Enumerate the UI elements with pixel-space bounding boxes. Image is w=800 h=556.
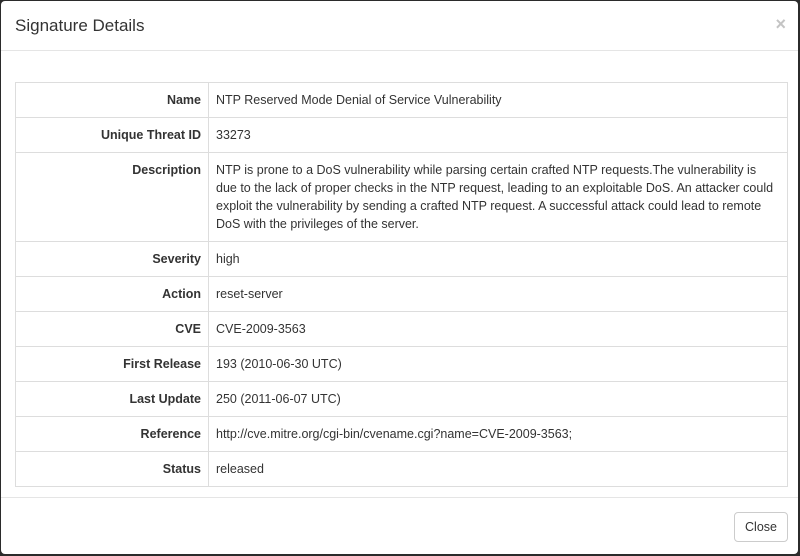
table-row	[16, 347, 788, 382]
row-value: http://cve.mitre.org/cgi-bin/cvename.cgi?name=CVE-2009-3563;	[209, 417, 788, 452]
row-value: CVE-2009-3563	[209, 312, 788, 347]
row-value: 250 (2011-06-07 UTC)	[209, 382, 788, 417]
row-value: NTP Reserved Mode Denial of Service Vulnerability	[209, 83, 788, 118]
row-label: First Release	[16, 347, 209, 382]
row-label: Severity	[16, 242, 209, 277]
table-row	[16, 242, 788, 277]
modal-title: Signature Details	[15, 16, 145, 35]
row-label: Name	[16, 83, 209, 118]
row-label: Status	[16, 452, 209, 487]
table-row	[16, 452, 788, 487]
modal-body	[1, 51, 798, 497]
row-value: NTP is prone to a DoS vulnerability while parsing certain crafted NTP requests.The vulnerability is due to the lack of proper checks in the NTP request, leading to an exploitable DoS. An attacker could exploit the vulnerability by sending a crafted NTP request. A successful attack could lead to remote DoS with the privileges of the server.	[209, 153, 788, 242]
table-row	[16, 118, 788, 153]
table-row	[16, 83, 788, 118]
row-label: Last Update	[16, 382, 209, 417]
table-row	[16, 277, 788, 312]
modal-header	[1, 1, 798, 51]
modal-footer	[1, 497, 798, 554]
row-label: CVE	[16, 312, 209, 347]
row-value: high	[209, 242, 788, 277]
row-label: Action	[16, 277, 209, 312]
row-label: Description	[16, 153, 209, 242]
close-button[interactable]: Close	[734, 512, 788, 542]
row-value: reset-server	[209, 277, 788, 312]
table-row	[16, 382, 788, 417]
row-value: 33273	[209, 118, 788, 153]
row-value: 193 (2010-06-30 UTC)	[209, 347, 788, 382]
row-label: Reference	[16, 417, 209, 452]
close-icon[interactable]: ×	[775, 14, 786, 34]
row-value: released	[209, 452, 788, 487]
table-row	[16, 417, 788, 452]
table-row	[16, 312, 788, 347]
table-row	[16, 153, 788, 242]
signature-details-table	[15, 82, 788, 487]
row-label: Unique Threat ID	[16, 118, 209, 153]
signature-details-dialog	[1, 1, 798, 554]
